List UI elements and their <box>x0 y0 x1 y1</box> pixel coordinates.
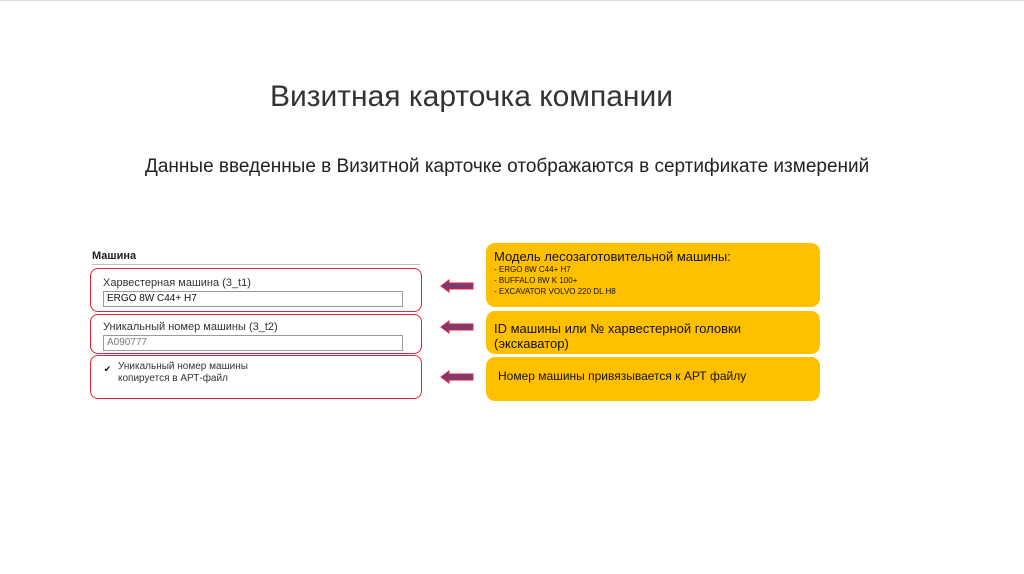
copy-to-apt-label-line1: Уникальный номер машины <box>118 361 248 372</box>
harvester-field-label: Харвестерная машина (3_t1) <box>103 277 251 289</box>
harvester-machine-input[interactable]: ERGO 8W C44+ H7 <box>103 291 403 307</box>
arrow-left-icon <box>440 279 474 293</box>
callout-machine-model <box>486 243 820 307</box>
machine-model-list <box>494 264 812 297</box>
unique-number-field-label: Уникальный номер машины (3_t2) <box>103 321 278 333</box>
copy-to-apt-label-line2: копируется в АРТ-файл <box>118 373 228 384</box>
copy-to-apt-label <box>118 361 248 385</box>
callout-machine-model-title: Модель лесозаготовительной машины: <box>494 249 731 264</box>
top-divider <box>0 0 1024 1</box>
arrow-left-icon <box>440 370 474 384</box>
highlight-box-copy-apt <box>90 355 422 399</box>
list-item: - ERGO 8W C44+ H7 <box>494 265 571 274</box>
slide-title: Визитная карточка компании <box>270 80 673 113</box>
unique-number-input[interactable]: A090777 <box>103 335 403 351</box>
slide-subtitle: Данные введенные в Визитной карточке отображаются в сертификате измерений <box>145 156 870 177</box>
callout-apt-link-text: Номер машины привязывается к АРТ файлу <box>498 369 747 383</box>
section-divider <box>92 264 420 265</box>
callout-machine-id <box>486 311 820 354</box>
highlight-box-harvester <box>90 268 422 312</box>
list-item: - EXCAVATOR VOLVO 220 DL H8 <box>494 287 616 296</box>
callout-machine-id-text: ID машины или № харвестерной головки (экскаватор) <box>494 321 741 351</box>
section-label-machine: Машина <box>92 250 137 262</box>
arrow-left-icon <box>440 320 474 334</box>
highlight-box-unique-number <box>90 314 422 354</box>
list-item: - BUFFALO 8W K 100+ <box>494 276 578 285</box>
copy-to-apt-checkbox[interactable]: ✔ <box>103 364 112 374</box>
callout-apt-link <box>486 357 820 401</box>
